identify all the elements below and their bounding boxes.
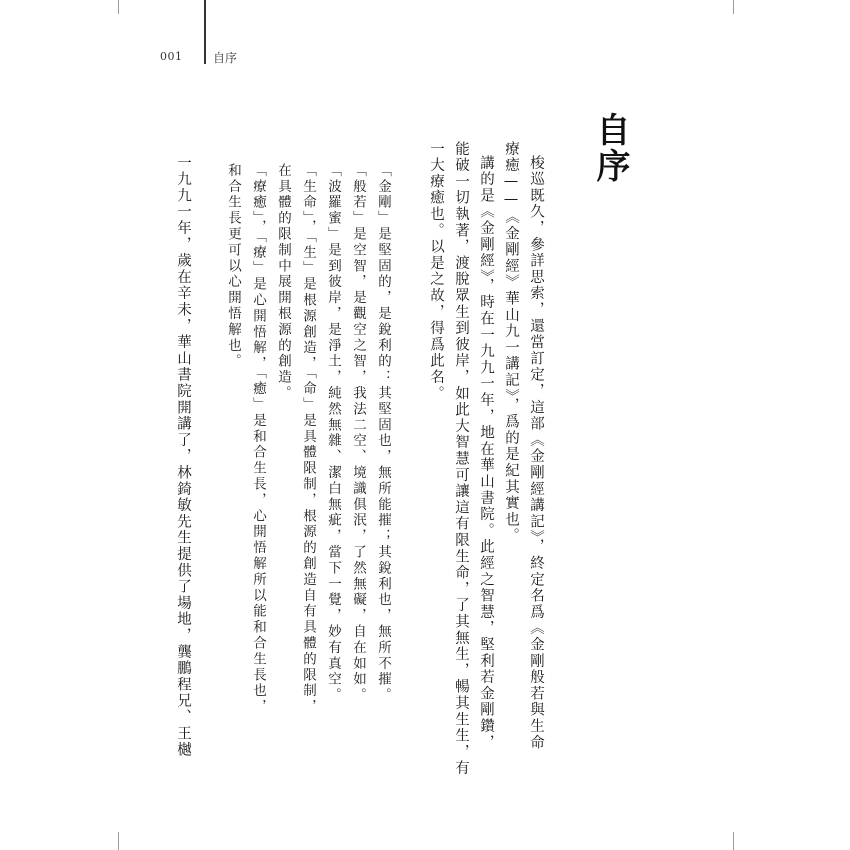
glossary-line: 「波羅蜜」是到彼岸，是淨土，純然無雜、潔白無疵，當下一覺，妙有真空。 [325,163,341,704]
page-number: 001 [160,50,183,63]
crop-mark [118,832,119,850]
glossary-line: 「金剛」是堅固的，是銳利的：其堅固也，無所能摧；其銳利也，無所不摧。 [375,163,391,704]
crop-mark [733,832,734,850]
text-column: 療癒——《金剛經》華山九一講記》，爲的是紀其實也。 [503,141,519,545]
text-column: 能破一切執著，渡脫眾生到彼岸，如此大智慧可讓這有限生命，了其無生，暢其生生，有 [453,141,469,777]
text-column: 梭巡既久，參詳思索，還當訂定，這部《金剛經講記》，終定名爲《金剛般若與生命 [528,155,544,751]
page-title: 自序 [590,112,630,184]
glossary-line: 和合生長更可以心開悟解也。 [225,163,241,370]
crop-mark [733,0,734,14]
text-column: 一九九一年，歲在辛未，華山書院開講了，林錡敏先生提供了場地，龔鵬程兄、王樾 [175,155,191,759]
running-title: 自序 [213,51,238,65]
text-column: 一大療癒也。以是之故，得爲此名。 [428,141,444,402]
glossary-line: 「療癒」，「療」是心開悟解，「癒」是和合生長，心開悟解所以能和合生長也， [250,163,266,716]
glossary-line: 在具體的限制中展開根源的創造。 [275,163,291,402]
text-column: 講的是《金剛經》，時在一九九一年，地在華山書院。此經之智慧，堅利若金剛鑽， [478,155,494,751]
crop-mark [118,0,119,14]
header-divider [204,0,206,64]
glossary-line: 「般若」是空智，是觀空之智，我法二空、境識俱泯，了然無礙，自在如如。 [350,163,366,704]
glossary-line: 「生命」，「生」是根源創造，「命」是具體限制，根源的創造自有具體的限制， [300,163,316,716]
